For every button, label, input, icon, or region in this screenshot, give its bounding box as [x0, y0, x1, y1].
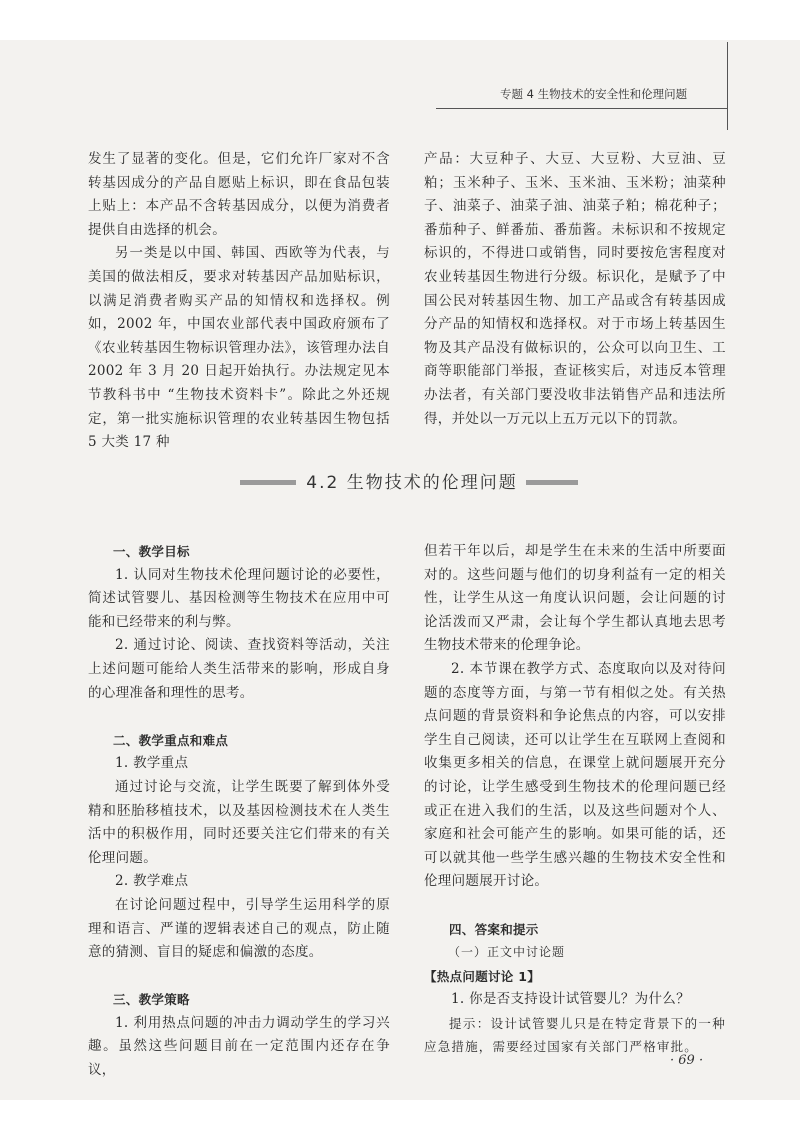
- lower-left-column: [88, 540, 390, 1083]
- bracket-heading: 【热点问题讨论 1】: [424, 968, 541, 984]
- header-rule: [436, 108, 728, 109]
- page-number: · 69 ·: [670, 1053, 704, 1068]
- running-head: 专题 4 生物技术的安全性和伦理问题: [500, 87, 688, 101]
- subheading: （一）正文中讨论题: [448, 945, 566, 960]
- paragraph: 在讨论问题过程中，引导学生运用科学的原理和语言、严谨的逻辑表述自己的观点，防止随意的猜测、盲目的疑虑和偏激的态度。: [88, 896, 390, 961]
- top-left-column: [88, 148, 390, 455]
- heading-bar-right: [526, 480, 578, 485]
- heading-strategy: 三、教学策略: [113, 992, 190, 1008]
- subheading: 1. 教学重点: [115, 755, 189, 772]
- paragraph: 1. 利用热点问题的冲击力调动学生的学习兴趣。虽然这些问题目前在一定范围内还存在争议，: [88, 1014, 390, 1079]
- paragraph: 产品：大豆种子、大豆、大豆粉、大豆油、豆粕；玉米种子、玉米、玉米油、玉米粉；油菜种子、油菜子、油菜子油、油菜子粕；棉花种子；番茄种子、鲜番茄、番茄酱。未标识和不按规定标识的，不得进口或销售，同时要按危害程度对农业转基因生物进行分级。标识化，是赋予了中国公民对转基因生物、加工产品或含有转基因成分产品的知情权和选择权。对于市场上转基因生物及其产品没有做标识的，公众可以向卫生、工商等职能部门举报，查证核实后，对违反本管理办法者，有关部门要没收非法销售产品和违法所得，并处以一万元以上五万元以下的罚款。: [424, 151, 726, 427]
- question: 1. 你是否支持设计试管婴儿？为什么？: [451, 991, 690, 1008]
- hint-text: 提示：设计试管婴儿只是在特定背景下的一种应急措施，需要经过国家有关部门严格审批。: [424, 1015, 726, 1055]
- heading-key-points: 二、教学重点和难点: [113, 732, 229, 748]
- paragraph: 2. 通过讨论、阅读、查找资料等活动，关注上述问题可能给人类生活带来的影响，形成自身的心理准备和理性的思考。: [88, 637, 390, 701]
- section-title: 4.2 生物技术的伦理问题: [306, 473, 518, 493]
- lower-right-column: [424, 540, 726, 1059]
- top-right-column: [424, 148, 726, 431]
- heading-objectives: 一、教学目标: [113, 544, 190, 559]
- paragraph: 但若干年以后，却是学生在未来的生活中所要面对的。这些问题与他们的切身利益有一定的相关性，让学生从这一角度认识问题，会让问题的讨论活泼而又严肃，会让每个学生都认真地去思考生物技术带来的伦理争论。: [424, 543, 726, 654]
- paragraph: 发生了显著的变化。但是，它们允许厂家对不含转基因成分的产品自愿贴上标识，即在食品包装上贴上：本产品不含转基因成分，以便为消费者提供自由选择的机会。: [88, 151, 390, 238]
- paragraph: 通过讨论与交流，让学生既要了解到体外受精和胚胎移植技术，以及基因检测技术在人类生活中的积极作用，同时还要关注它们带来的有关伦理问题。: [88, 778, 390, 866]
- paragraph: 另一类是以中国、韩国、西欧等为代表，与美国的做法相反，要求对转基因产品加贴标识，以满足消费者购买产品的知情权和选择权。例如，2002 年，中国农业部代表中国政府颁布了《农业转基因生物标识管理办法》，该管理办法自 2002 年 3 月 20 日起开始执行。办法规定见本节教科书中 “生物技术资料卡”。除此之外还规定，第一批实施标识管理的农业转基因生物包括 5 大类 17 种: [88, 245, 390, 451]
- subheading: 2. 教学难点: [115, 873, 189, 890]
- heading-answers: 四、答案和提示: [449, 921, 539, 937]
- paragraph: 1. 认同对生物技术伦理问题讨论的必要性，简述试管婴儿、基因检测等生物技术在应用中可能和已经带来的利与弊。: [88, 566, 390, 630]
- paragraph: 2. 本节课在教学方式、态度取向以及对待问题的态度等方面，与第一节有相似之处。有关热点问题的背景资料和争论焦点的内容，可以安排学生自己阅读，还可以让学生在互联网上查阅和收集更多相关的信息，在课堂上就问题展开充分的讨论，让学生感受到生物技术的伦理问题已经或正在进入我们的生活，以及这些问题对个人、家庭和社会可能产生的影响。如果可能的话，还可以就其他一些学生感兴趣的生物技术安全性和伦理问题展开讨论。: [424, 660, 726, 890]
- section-heading: [0, 468, 800, 494]
- heading-bar-left: [240, 480, 296, 485]
